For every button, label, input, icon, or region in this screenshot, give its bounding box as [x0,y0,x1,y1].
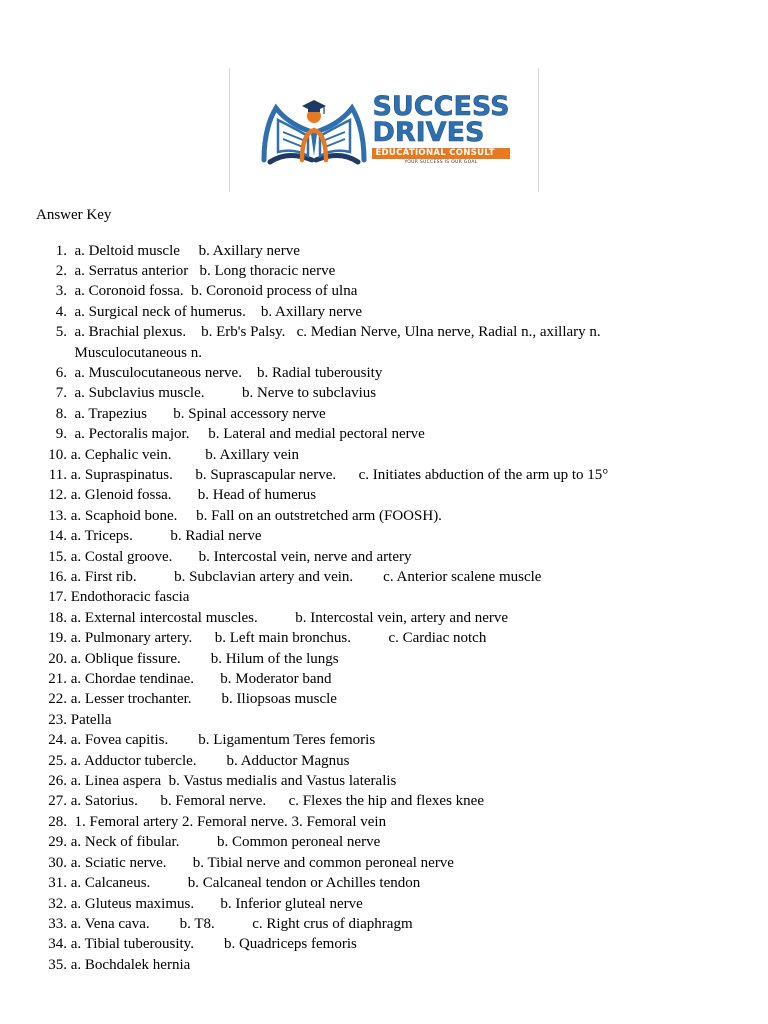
answer-text: a. Gluteus maximus. b. Inferior gluteal nerve [67,895,363,912]
answer-number: 1. [55,242,67,259]
answer-number: 35. [48,956,67,973]
answer-item [36,669,736,689]
answer-text: a. Costal groove. b. Intercostal vein, nerve and artery [67,548,412,565]
answer-item [36,322,736,342]
answer-number: 4. [55,303,67,320]
answer-item [36,751,736,771]
answer-text: a. Subclavius muscle. b. Nerve to subclavius [67,385,377,402]
answer-number: 20. [48,650,67,667]
answer-text: a. Pulmonary artery. b. Left main bronchus. c. Cardiac notch [67,630,487,647]
answer-text: a. Coronoid fossa. b. Coronoid process of ulna [67,283,358,300]
answer-number: 34. [48,936,67,953]
answer-item [36,547,736,567]
answer-text: a. Bochdalek hernia [67,956,191,973]
answer-text: a. Musculocutaneous nerve. b. Radial tuberousity [67,364,383,381]
answer-text: a. Vena cava. b. T8. c. Right crus of diaphragm [67,915,413,932]
answer-text: a. Deltoid muscle b. Axillary nerve [67,242,300,259]
answer-item [36,383,736,403]
answer-text: Musculocutaneous n. [67,344,202,361]
answer-item [36,281,736,301]
answer-item [36,853,736,873]
answer-number: 33. [48,915,67,932]
answer-item [36,873,736,893]
answer-item [36,587,736,607]
answer-number: 25. [48,752,67,769]
answer-text: 1. Femoral artery 2. Femoral nerve. 3. Femoral vein [67,813,387,830]
answer-text: a. External intercostal muscles. b. Intercostal vein, artery and nerve [67,609,509,626]
answer-text: a. First rib. b. Subclavian artery and vein. c. Anterior scalene muscle [67,569,542,585]
answer-number: 28. [48,813,67,830]
answer-text: a. Brachial plexus. b. Erb's Palsy. c. Median Nerve, Ulna nerve, Radial n., axillary n. [67,324,601,341]
answer-text: a. Cephalic vein. b. Axillary vein [67,446,300,463]
answer-number: 8. [55,405,67,422]
answer-text: a. Tibial tuberousity. b. Quadriceps femoris [67,936,357,953]
answer-text: a. Scaphoid bone. b. Fall on an outstretched arm (FOOSH). [67,507,442,524]
answer-number: 11. [48,466,67,483]
answer-text: a. Neck of fibular. b. Common peroneal nerve [67,834,381,851]
logo-subtitle: EDUCATIONAL CONSULT [372,148,509,159]
answer-item [36,689,736,709]
answer-number: 24. [48,732,67,749]
logo [258,90,509,170]
answer-number: 7. [55,385,67,402]
answer-number: 12. [48,487,67,504]
logo-wordmark [372,91,510,166]
answer-number: 23. [48,711,67,728]
answer-text: a. Lesser trochanter. b. Iliopsoas muscle [67,691,337,708]
answer-item [36,302,736,322]
answer-item [36,730,736,750]
answer-item [36,955,736,975]
answer-number: 17. [48,589,67,606]
answer-number: 19. [48,630,67,647]
answer-number: 32. [48,895,67,912]
answer-item [36,506,736,526]
answer-text: a. Adductor tubercle. b. Adductor Magnus [67,752,350,769]
answer-item [36,424,736,444]
answer-text: Endothoracic fascia [67,589,190,606]
answer-item [36,934,736,954]
answer-item [36,363,736,383]
answer-number: 16. [48,569,67,585]
logo-word-success: SUCCESS [372,91,510,122]
answer-item [36,710,736,730]
answer-number: 29. [48,834,67,851]
answer-item [36,649,736,669]
answer-item [36,832,736,852]
answer-list [36,241,736,976]
answer-text: a. Linea aspera b. Vastus medialis and Vastus lateralis [67,773,397,790]
answer-item [36,261,736,281]
answer-text: a. Satorius. b. Femoral nerve. c. Flexes the hip and flexes knee [67,793,484,810]
answer-item [36,485,736,505]
answer-item [36,812,736,832]
answer-text: a. Sciatic nerve. b. Tibial nerve and common peroneal nerve [67,854,454,871]
answer-number: 21. [48,671,67,688]
logo-word-drives: DRIVES [372,117,485,148]
answer-number: 5. [55,324,67,341]
answer-number: 26. [48,773,67,790]
answer-item [36,526,736,546]
answer-item [36,567,736,587]
answer-item [36,445,736,465]
answer-item [36,791,736,811]
logo-frame [229,68,539,192]
answer-number: 2. [55,262,67,279]
answer-item [36,628,736,648]
open-book-graduate-icon [258,90,370,170]
answer-number: 10. [48,446,67,463]
answer-text: a. Supraspinatus. b. Suprascapular nerve. c. Initiates abduction of the arm up to 15° [67,466,609,483]
answer-number: 13. [48,507,67,524]
answer-number: 30. [48,854,67,871]
answer-number: 27. [48,793,67,810]
answer-item [36,343,736,363]
answer-text: a. Chordae tendinae. b. Moderator band [67,671,332,688]
answer-text: a. Calcaneus. b. Calcaneal tendon or Achilles tendon [67,875,421,892]
answer-number [36,343,67,363]
answer-text: Patella [67,711,112,728]
answer-number: 3. [55,283,67,300]
answer-text: a. Glenoid fossa. b. Head of humerus [67,487,317,504]
logo-tagline: YOUR SUCCESS IS OUR GOAL [404,160,478,165]
answer-item [36,465,736,485]
answer-text: a. Trapezius b. Spinal accessory nerve [67,405,326,422]
answer-item [36,894,736,914]
answer-item [36,404,736,424]
answer-text: a. Pectoralis major. b. Lateral and medial pectoral nerve [67,426,425,443]
answer-number: 14. [48,528,67,545]
answer-text: a. Oblique fissure. b. Hilum of the lungs [67,650,339,667]
answer-item [36,914,736,934]
answer-item [36,241,736,261]
answer-number: 6. [55,364,67,381]
answer-text: a. Fovea capitis. b. Ligamentum Teres femoris [67,732,376,749]
answer-number: 18. [48,609,67,626]
answer-item [36,608,736,628]
answer-number: 15. [48,548,67,565]
page-title: Answer Key [36,207,112,223]
answer-number: 31. [48,875,67,892]
answer-number: 9. [55,426,67,443]
answer-text: a. Serratus anterior b. Long thoracic nerve [67,262,336,279]
answer-text: a. Surgical neck of humerus. b. Axillary nerve [67,303,363,320]
answer-text: a. Triceps. b. Radial nerve [67,528,262,545]
answer-number: 22. [48,691,67,708]
answer-item [36,771,736,791]
